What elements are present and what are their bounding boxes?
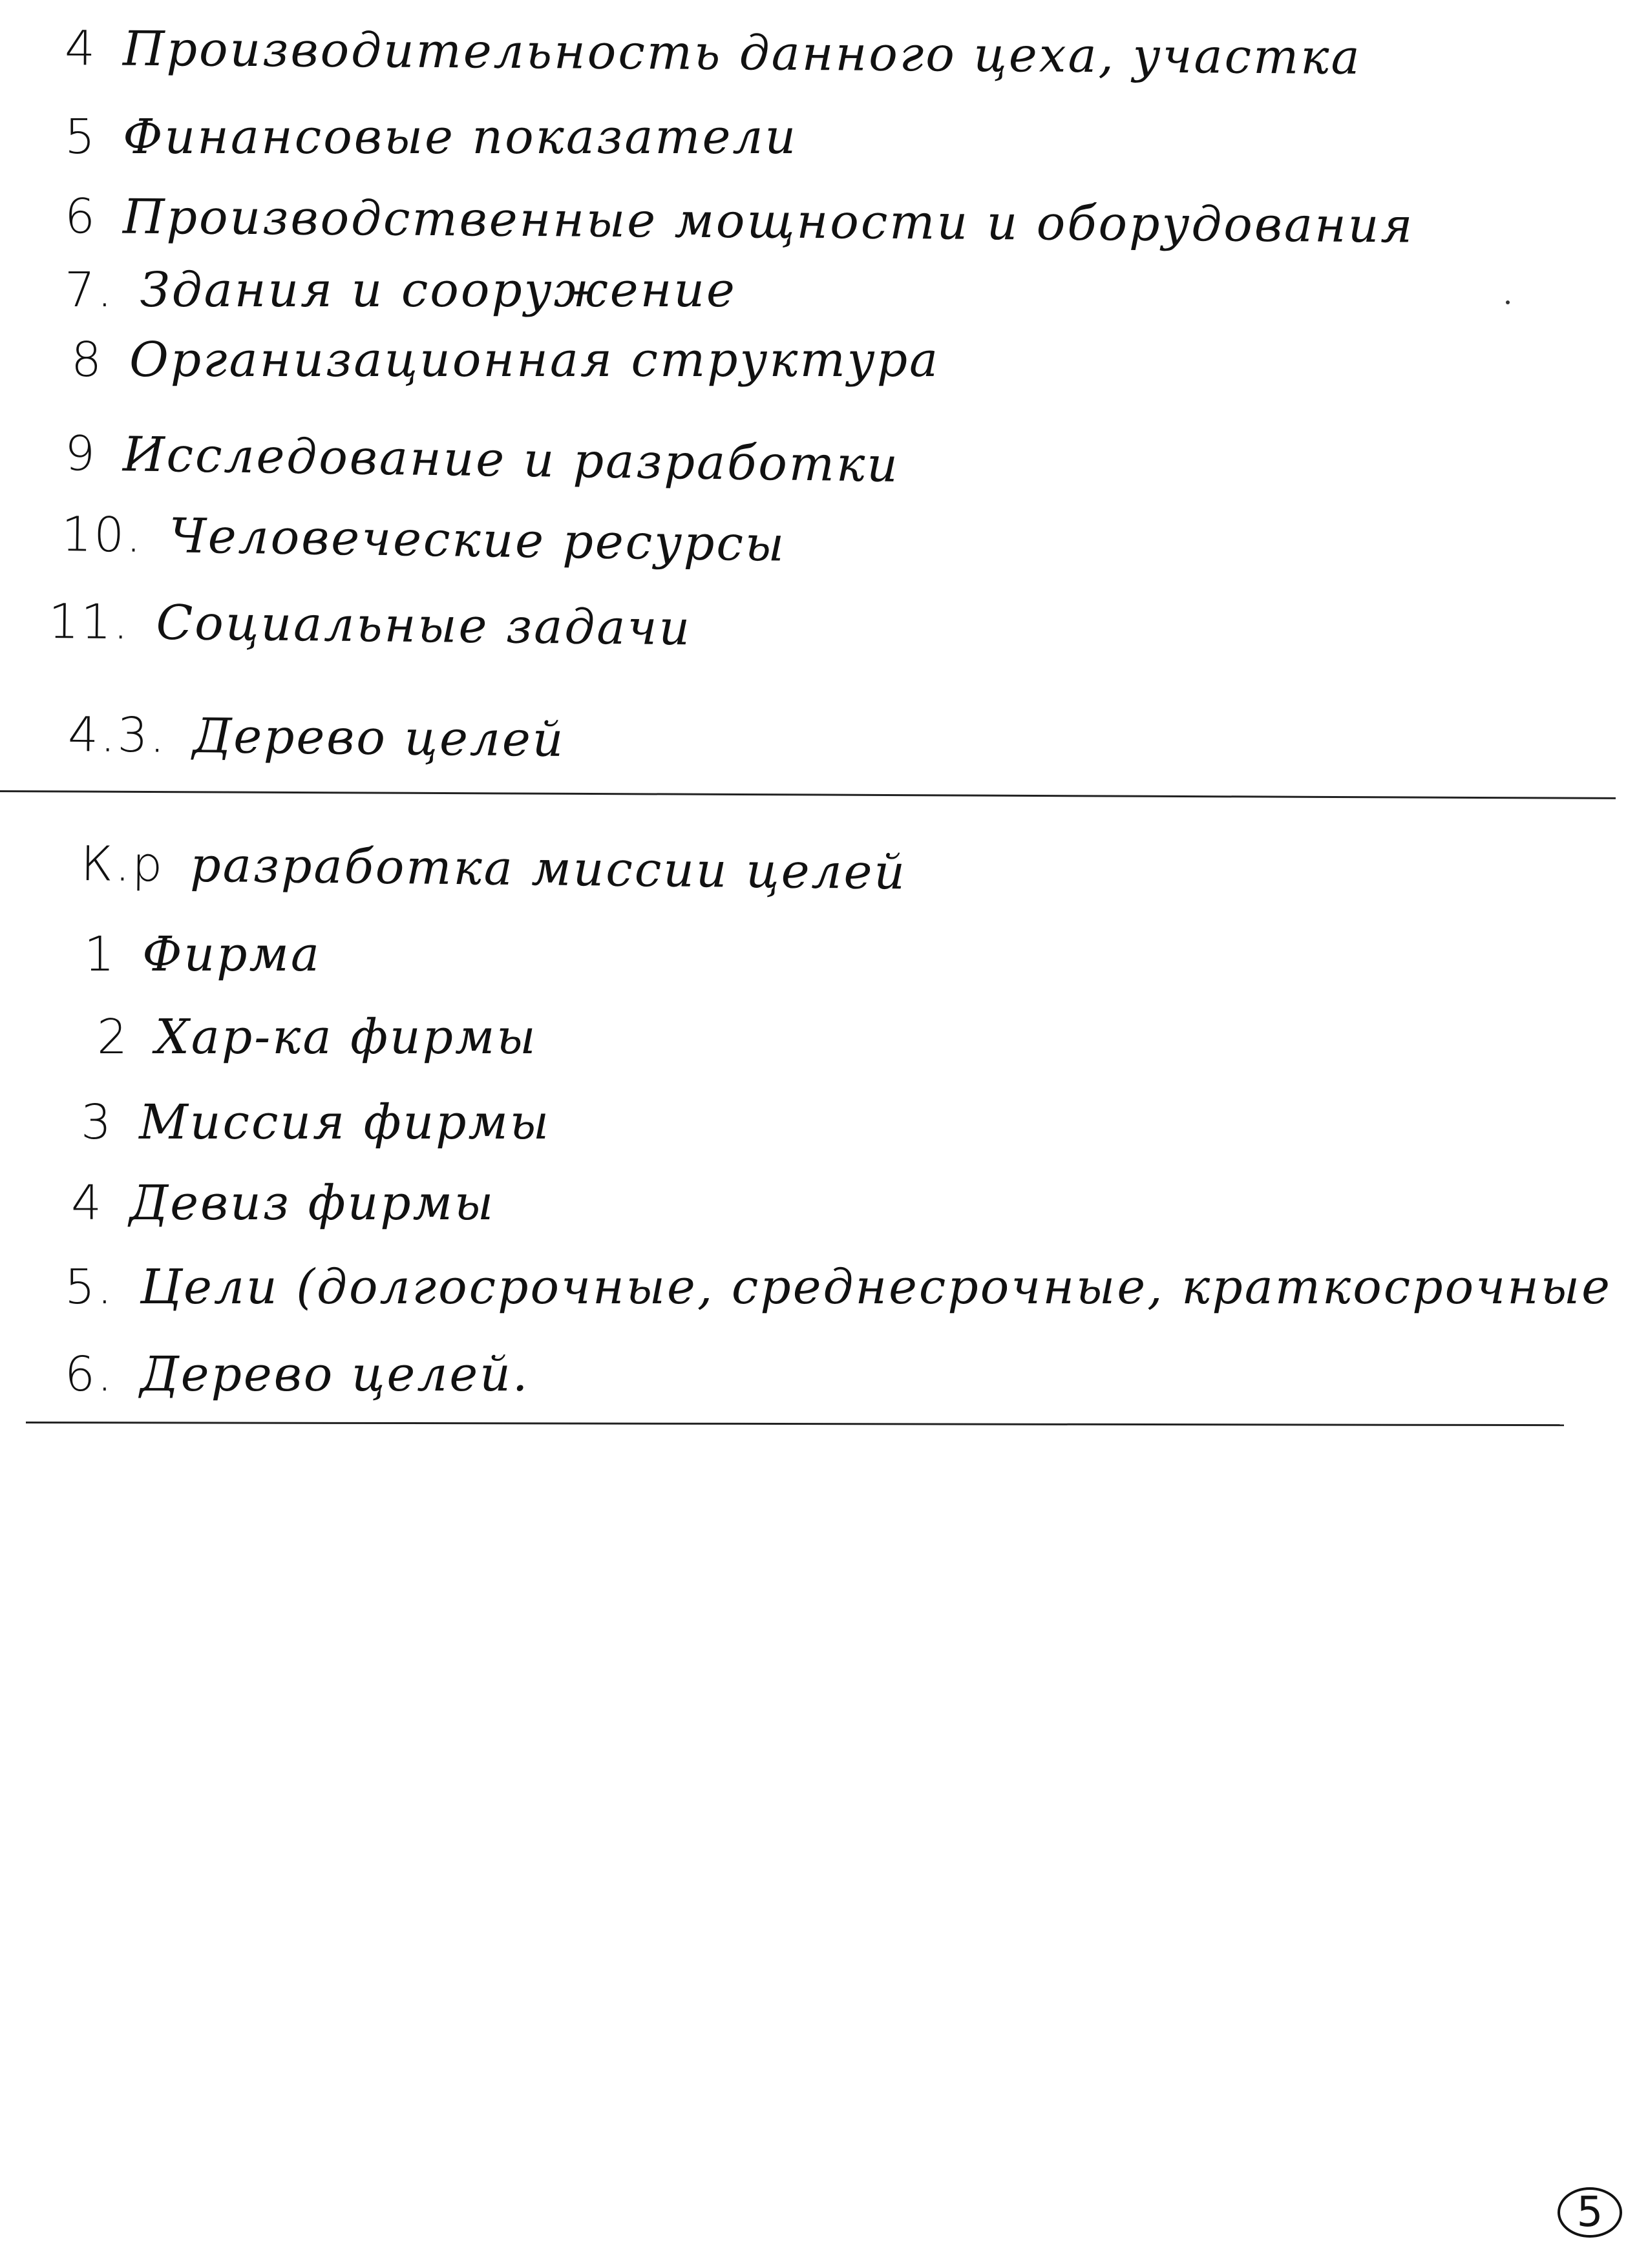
- stray-mark: [1506, 300, 1510, 304]
- item-text: Социальные задачи: [156, 594, 692, 656]
- plan-item-2: [97, 1009, 538, 1065]
- item-text: Девиз фирмы: [129, 1175, 496, 1231]
- section-title: Дерево целей: [192, 708, 565, 768]
- item-text: Финансовые показатели: [123, 109, 798, 165]
- section-heading: [67, 707, 565, 768]
- bottom-divider-line: [26, 1422, 1564, 1426]
- list-item-7: [65, 262, 737, 318]
- section-number: 4.3.: [67, 707, 167, 764]
- list-item-4: [64, 21, 1362, 86]
- item-text: Цели (долгосрочные, среднесрочные, краткосрочные: [140, 1259, 1612, 1315]
- item-text: Производственные мощности и оборудования: [122, 189, 1415, 254]
- item-number: 10.: [61, 507, 144, 563]
- assignment-title: [80, 836, 907, 901]
- item-number: 4: [71, 1175, 104, 1231]
- plan-item-1: [84, 927, 322, 982]
- item-text: Производительность данного цеха, участка: [122, 21, 1362, 86]
- item-number: 8: [71, 332, 104, 388]
- item-text: Хар-ка фирмы: [155, 1009, 538, 1065]
- item-text: Фирма: [142, 927, 322, 982]
- list-item-11: [48, 594, 692, 656]
- item-text: Организационная структура: [129, 332, 940, 388]
- item-number: 4: [64, 21, 98, 77]
- plan-item-5: [65, 1259, 1612, 1315]
- page-number: 5: [1558, 2187, 1622, 2238]
- item-number: 7.: [65, 262, 114, 318]
- list-item-10: [61, 507, 787, 572]
- divider-line: [0, 790, 1616, 799]
- list-item-9: [64, 426, 900, 494]
- plan-item-3: [81, 1095, 551, 1150]
- item-number: 5.: [65, 1259, 114, 1315]
- item-number: 5: [65, 109, 98, 165]
- item-number: 2: [97, 1009, 130, 1065]
- item-number: 6.: [65, 1347, 114, 1402]
- list-item-6: [64, 189, 1415, 254]
- item-number: 3: [81, 1095, 114, 1150]
- assignment-label: К.р: [80, 836, 165, 893]
- item-number: 1: [84, 927, 117, 982]
- list-item-5: [65, 109, 798, 165]
- plan-item-4: [71, 1175, 496, 1231]
- item-text: Миссия фирмы: [139, 1095, 551, 1150]
- item-text: Человеческие ресурсы: [169, 508, 787, 572]
- item-number: 6: [64, 189, 98, 245]
- item-text: Здания и сооружение: [140, 262, 737, 318]
- assignment-text: разработка миссии целей: [189, 837, 907, 901]
- item-number: 9: [64, 426, 98, 482]
- item-text: Исследование и разработки: [122, 426, 900, 494]
- item-text: Дерево целей.: [140, 1347, 530, 1402]
- item-number: 11.: [48, 594, 131, 651]
- plan-item-6: [65, 1347, 530, 1402]
- list-item-8: [71, 332, 940, 388]
